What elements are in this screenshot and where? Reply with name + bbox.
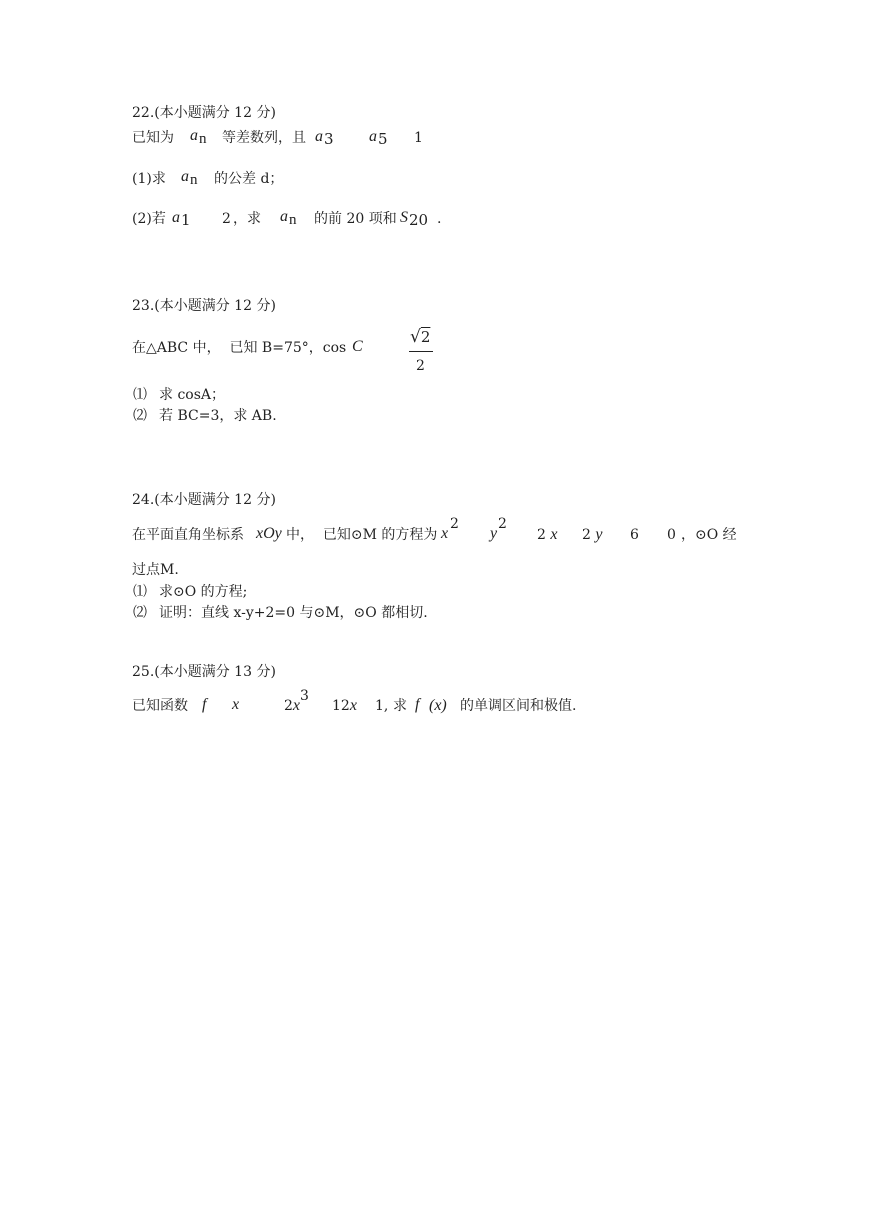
q22-p2-an: an <box>280 208 297 228</box>
q25-one: 1, <box>375 698 389 714</box>
q23-header: 23.(本小题满分 12 分) <box>132 298 276 314</box>
q25-f2: f <box>415 696 420 713</box>
q22-a3: a3 <box>315 128 334 148</box>
q24-line1-mid: 中， 已知⊙M 的方程为 <box>286 527 438 543</box>
q24-y2: y 2 <box>490 516 507 542</box>
q22-p2-prefix: (2)若 <box>132 211 166 227</box>
q24-2x: 2 x <box>537 526 558 543</box>
q24-header: 24.(本小题满分 12 分) <box>132 492 276 508</box>
q24-x2: x 2 <box>441 516 459 542</box>
q22-p2-mid2: 的前 20 项和 <box>314 211 397 227</box>
q23-s1: 求 cosA； <box>159 387 226 403</box>
q22-p1-an: an <box>181 168 198 188</box>
q22-p2-mid: ，求 <box>233 211 261 227</box>
q24-m2: ⑵ <box>133 605 147 621</box>
q25-suffix: 的单调区间和极值. <box>460 698 577 714</box>
q23-m1: ⑴ <box>133 387 147 403</box>
q22-line1-prefix: 已知为 <box>132 130 174 146</box>
q25-mid: 求 <box>393 698 407 714</box>
q23-c: C <box>352 338 363 355</box>
q24-line1-end: ，⊙O 经 <box>681 527 737 543</box>
q23-m2: ⑵ <box>133 408 147 424</box>
q24-six: 6 <box>630 527 639 543</box>
q22-a1: a1 <box>172 209 191 229</box>
q25-2x3: 2x 3 <box>284 688 309 714</box>
q24-s2: 证明：直线 x-y+2=0 与⊙M，⊙O 都相切. <box>159 605 428 621</box>
q22-s20: S20 <box>400 209 429 229</box>
q23-frac-num: √2 <box>410 327 431 347</box>
q22-p1-suffix: 的公差 d； <box>214 171 284 187</box>
q23-s2: 若 BC=3，求 AB. <box>159 408 277 424</box>
q24-line2: 过点M. <box>132 562 179 578</box>
q23-frac-line <box>409 351 433 352</box>
q22-one: 1 <box>414 130 423 146</box>
q22-two: 2 <box>222 211 231 227</box>
q22-p1-prefix: (1)求 <box>132 171 166 187</box>
q25-prefix: 已知函数 <box>132 698 188 714</box>
q24-line1-prefix: 在平面直角坐标系 <box>132 527 244 543</box>
q22-period: . <box>437 211 442 227</box>
q24-xoy: xOy <box>256 525 282 542</box>
q24-s1: 求⊙O 的方程; <box>159 584 248 600</box>
q24-zero: 0 <box>667 527 676 543</box>
q23-frac-den: 2 <box>416 358 425 374</box>
q22-header: 22.(本小题满分 12 分) <box>132 105 276 121</box>
q22-a5: a5 <box>369 128 388 148</box>
q25-12x: 12x <box>332 697 357 714</box>
q23-line1: 在△ABC 中， 已知 B=75°，cos <box>132 340 347 356</box>
q25-fx: (x) <box>429 697 447 714</box>
q22-line1-mid: 等差数列，且 <box>222 130 306 146</box>
q22-an: an <box>190 127 207 147</box>
q25-x: x <box>232 696 240 713</box>
q24-m1: ⑴ <box>133 584 147 600</box>
q25-f: f <box>202 696 207 713</box>
q24-2y: 2 y <box>582 526 603 543</box>
q25-header: 25.(本小题满分 13 分) <box>132 664 276 680</box>
